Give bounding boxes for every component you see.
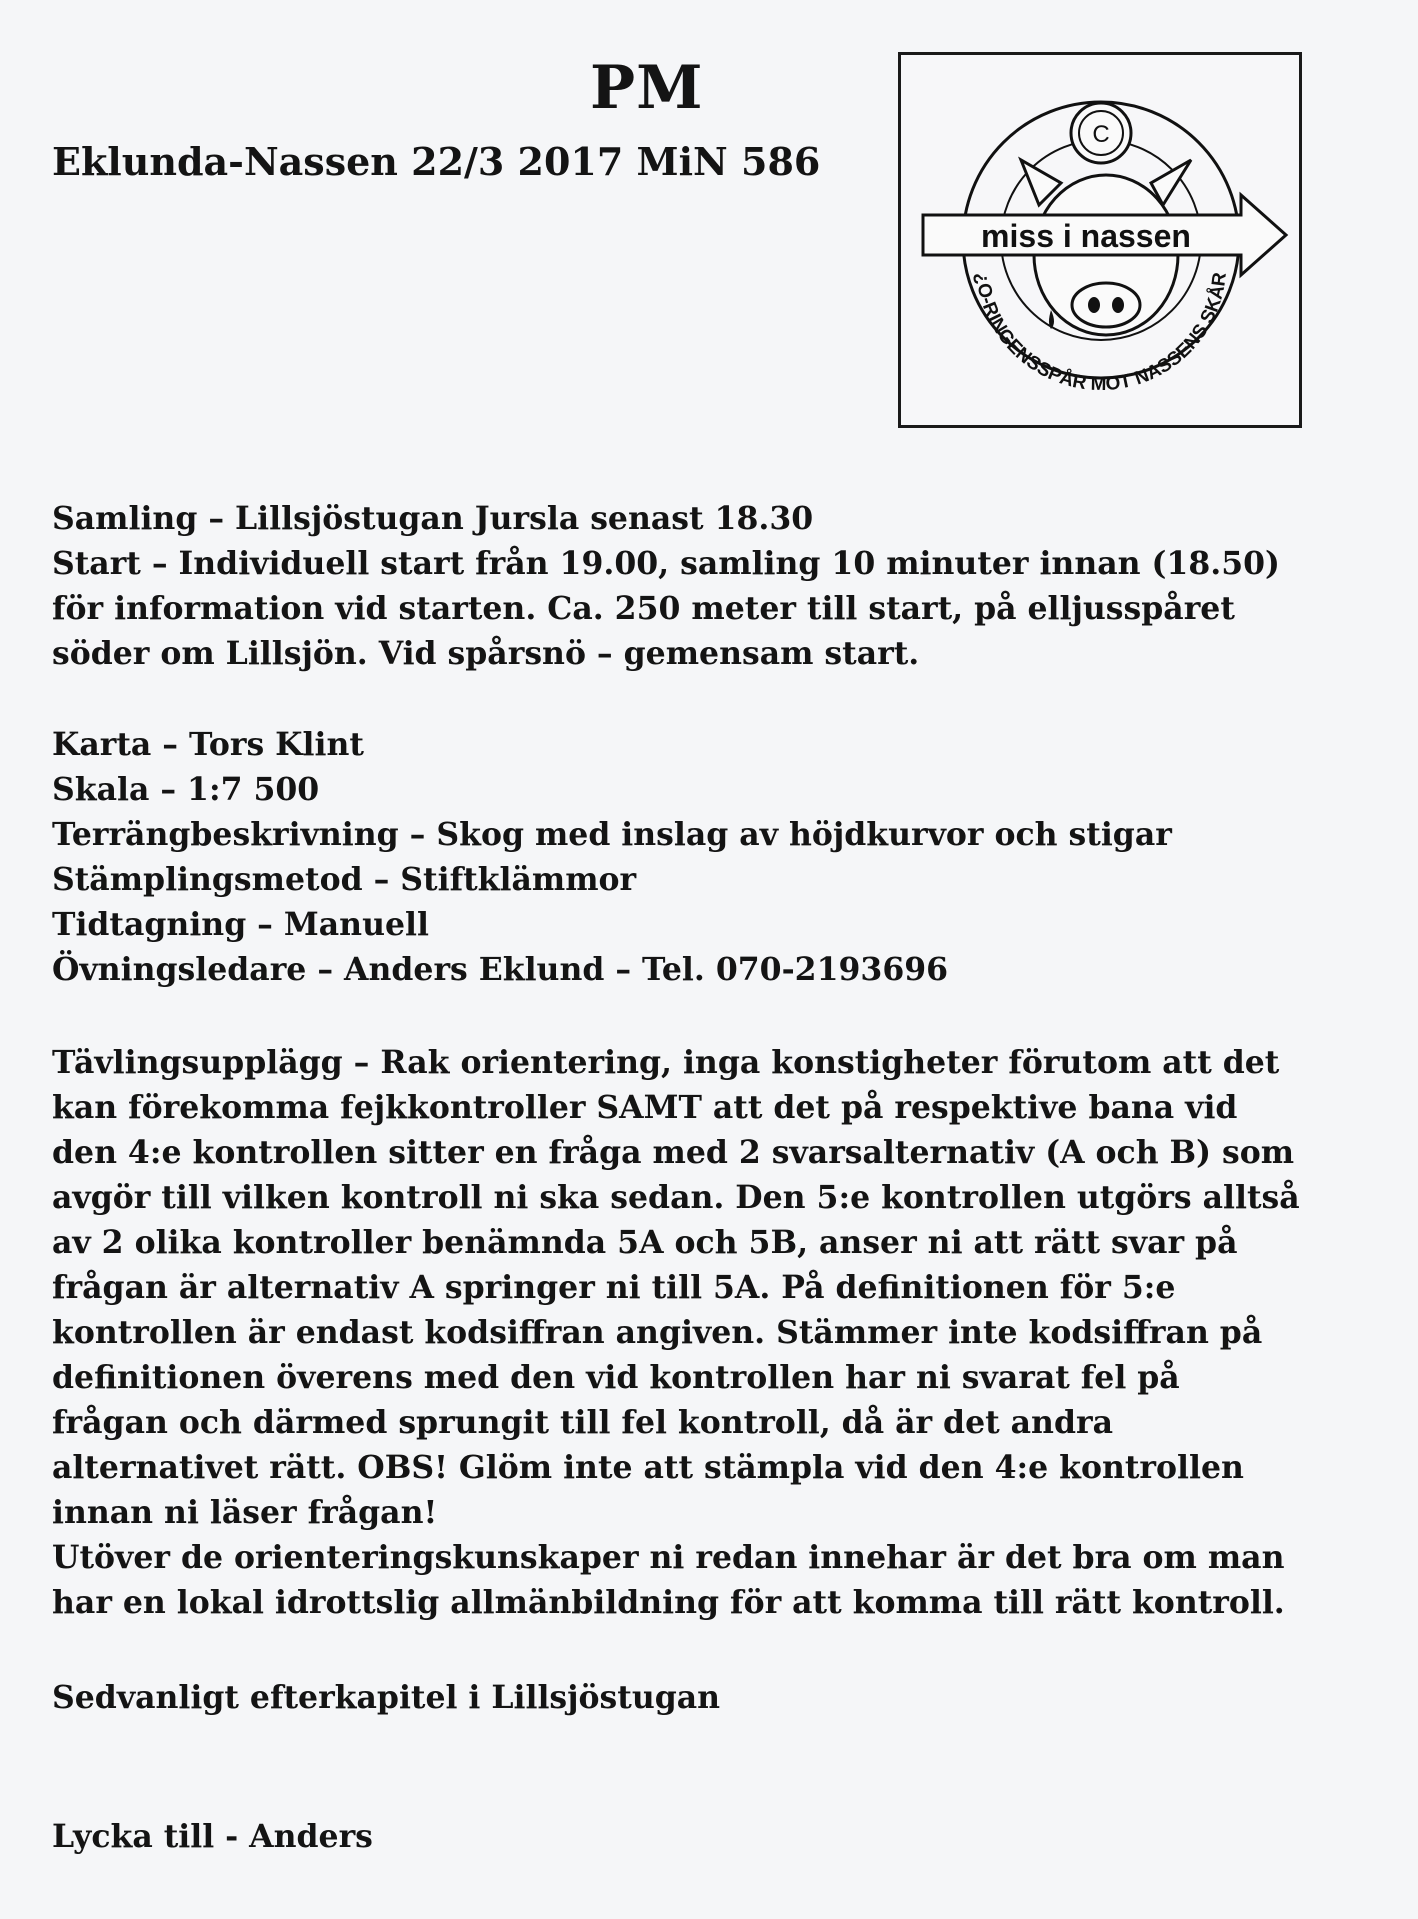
text-line: innan ni läser frågan! <box>52 1494 438 1531</box>
text-line: har en lokal idrottslig allmänbildning för att komma till rätt kontroll. <box>52 1584 1285 1621</box>
gathering-section <box>52 496 1280 676</box>
text-line: alternativet rätt. OBS! Glöm inte att stämpla vid den 4:e kontrollen <box>52 1449 1244 1486</box>
text-line: Start – Individuell start från 19.00, samling 10 minuter innan (18.50) <box>52 545 1280 582</box>
text-line: Tävlingsupplägg – Rak orientering, inga konstigheter förutom att det <box>52 1044 1280 1081</box>
logo-frame <box>898 52 1302 428</box>
format-section <box>52 1040 1300 1625</box>
text-line: Sedvanligt efterkapitel i Lillsjöstugan <box>52 1679 721 1716</box>
text-line: Skala – 1:7 500 <box>52 771 320 808</box>
text-line: för information vid starten. Ca. 250 meter till start, på elljusspåret <box>52 590 1235 627</box>
text-line: Karta – Tors Klint <box>52 726 364 763</box>
text-line: Tidtagning – Manuell <box>52 906 429 943</box>
text-line: frågan och därmed sprungit till fel kontroll, då är det andra <box>52 1404 1113 1441</box>
logo-top-letter: C <box>1092 121 1110 148</box>
footer-signoff <box>52 1814 373 1859</box>
text-line: Terrängbeskrivning – Skog med inslag av höjdkurvor och stigar <box>52 816 1172 853</box>
logo-banner-text: miss i nassen <box>981 218 1191 254</box>
text-line: söder om Lillsjön. Vid spårsnö – gemensam start. <box>52 635 920 672</box>
text-line: Utöver de orienteringskunskaper ni redan innehar är det bra om man <box>52 1539 1285 1576</box>
text-line: kontrollen är endast kodsiffran angiven. Stämmer inte kodsiffran på <box>52 1314 1263 1351</box>
text-line: avgör till vilken kontroll ni ska sedan. Den 5:e kontrollen utgörs alltså <box>52 1179 1300 1216</box>
page-subtitle: Eklunda-Nassen 22/3 2017 MiN 586 <box>52 139 821 184</box>
signoff-text: Lycka till - Anders <box>52 1818 373 1855</box>
text-line: Övningsledare – Anders Eklund – Tel. 070-2193696 <box>52 951 949 988</box>
text-line: Stämplingsmetod – Stiftklämmor <box>52 861 637 898</box>
text-line: Samling – Lillsjöstugan Jursla senast 18.30 <box>52 500 814 537</box>
page-title: PM <box>590 53 704 123</box>
after-section <box>52 1675 720 1720</box>
text-line: frågan är alternativ A springer ni till 5A. På definitionen för 5:e <box>52 1269 1176 1306</box>
text-line: den 4:e kontrollen sitter en fråga med 2 svarsalternativ (A och B) som <box>52 1134 1295 1171</box>
text-line: av 2 olika kontroller benämnda 5A och 5B, anser ni att rätt svar på <box>52 1224 1238 1261</box>
details-section <box>52 722 1172 992</box>
text-line: definitionen överens med den vid kontrollen har ni svarat fel på <box>52 1359 1180 1396</box>
text-line: kan förekomma fejkkontroller SAMT att det på respektive bana vid <box>52 1089 1238 1126</box>
logo-circle-text: ¿O-RINGENSSPÅR MOT NASSENS SKÅR <box>971 271 1231 396</box>
pig-logo-icon <box>901 55 1299 425</box>
